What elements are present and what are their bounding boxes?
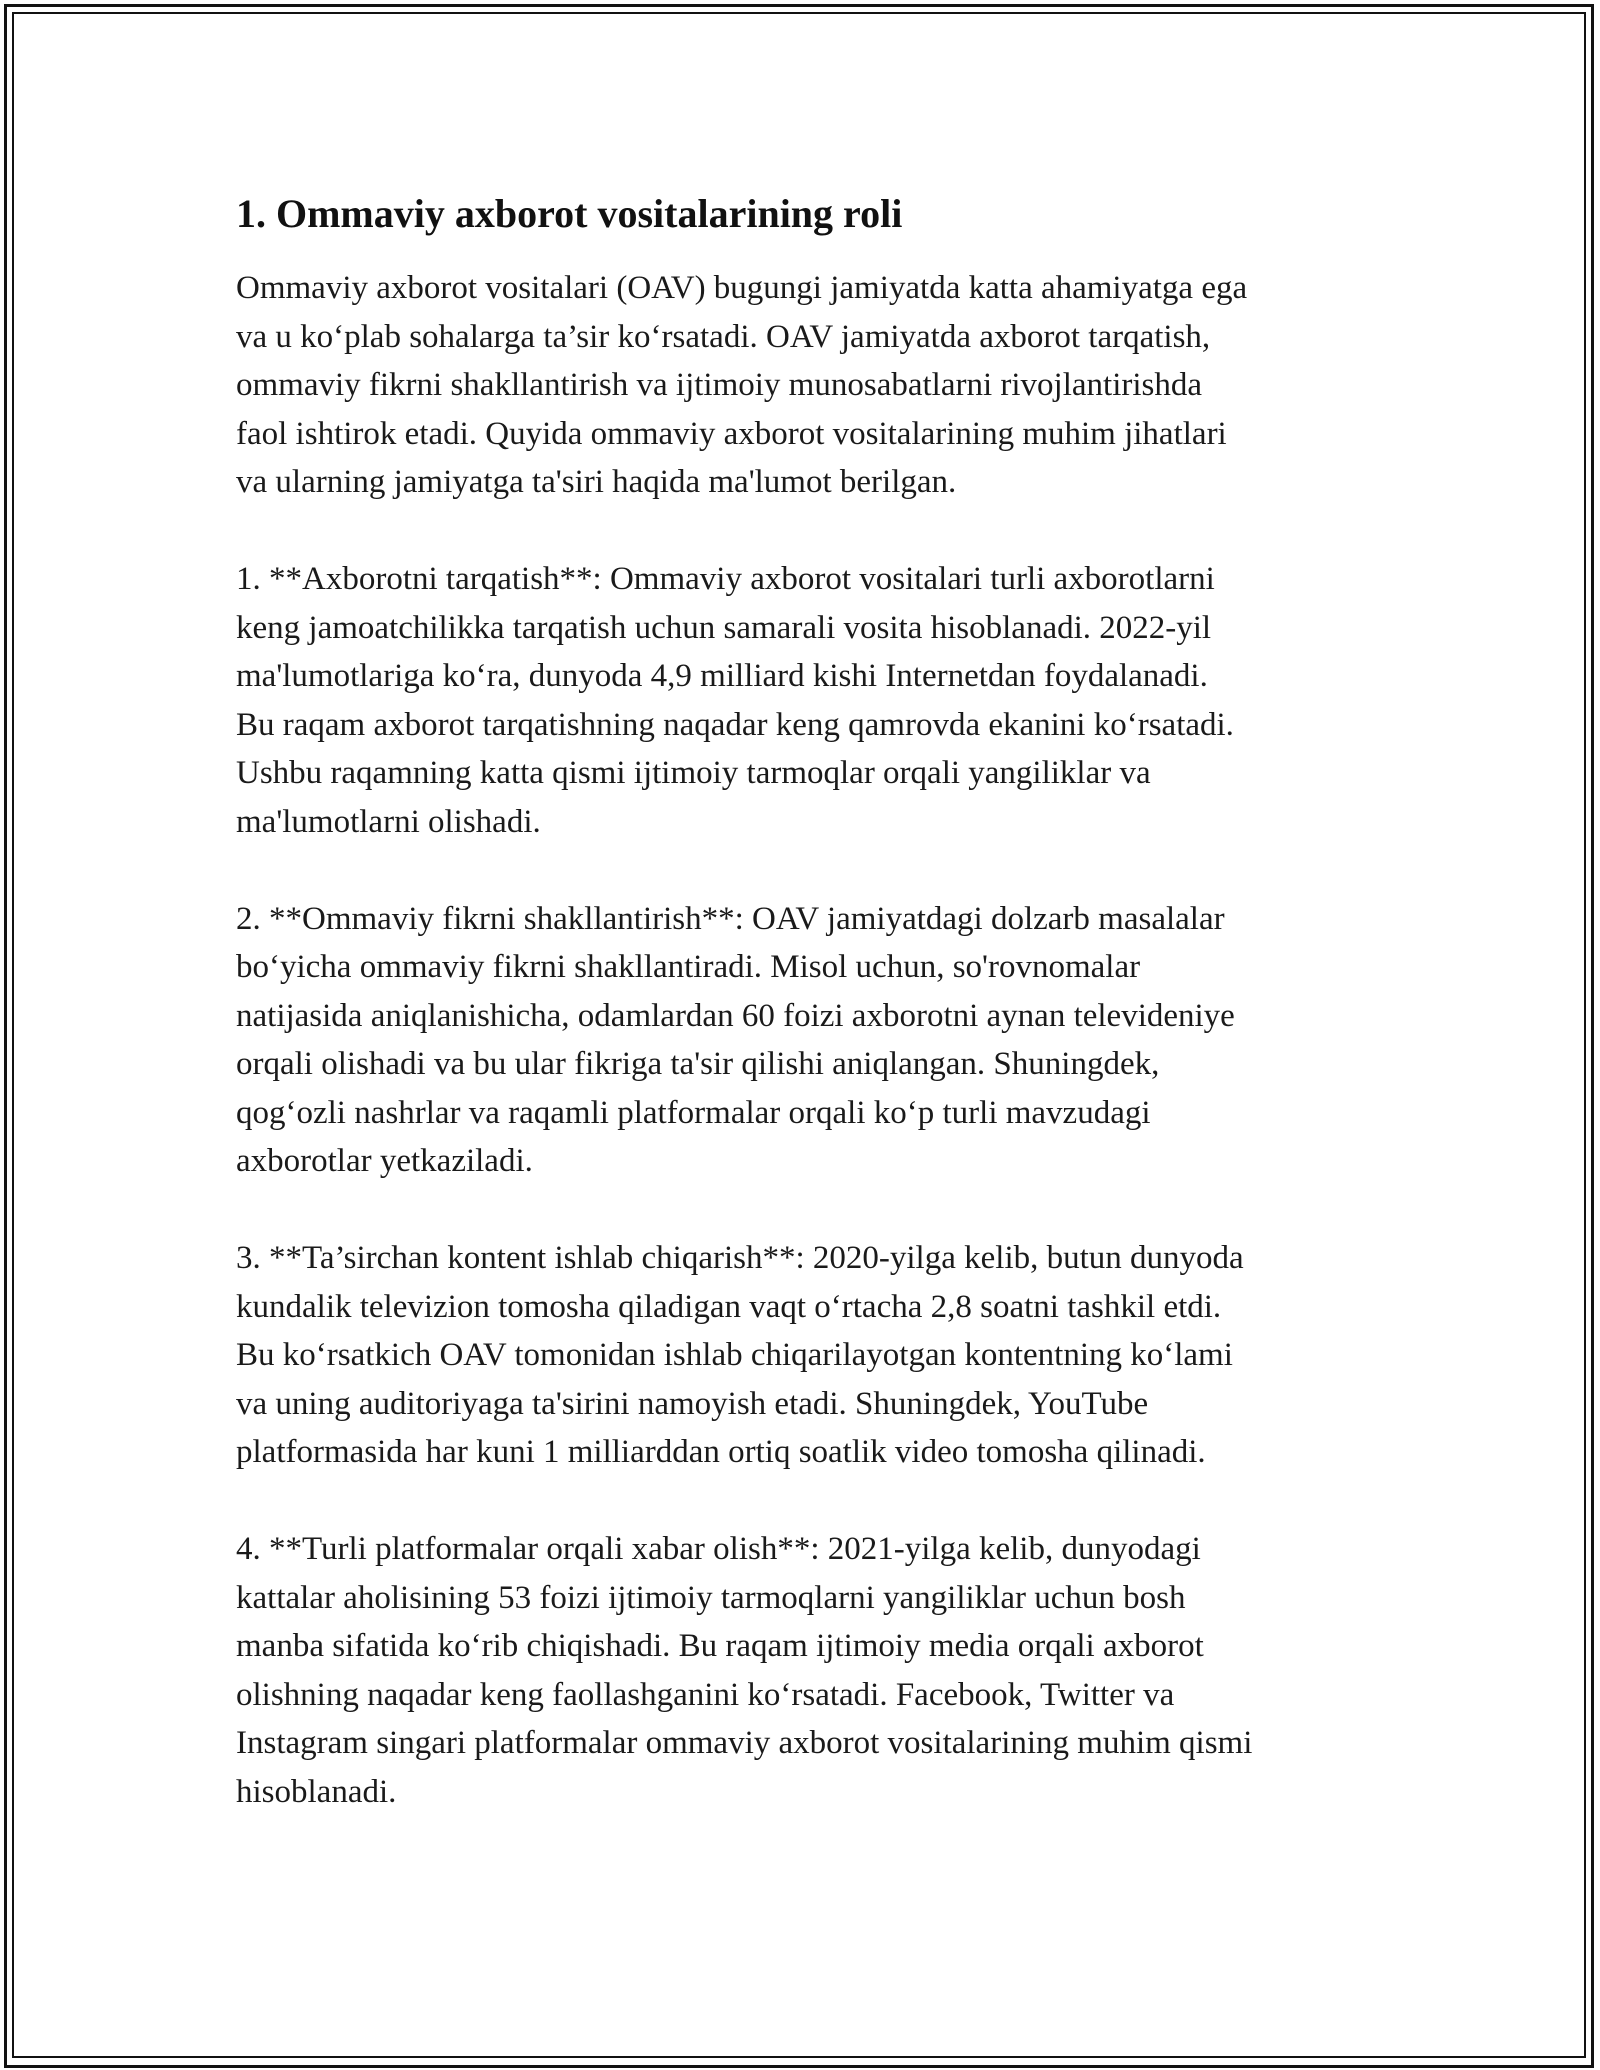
list-item-tasirchan-kontent: 3. **Ta’sirchan kontent ishlab chiqarish**: 2020-yilga kelib, butun dunyoda kundalik televizion tomosha qiladigan vaqt o‘rtacha 2,8 soatni tashkil etdi. Bu ko‘rsatkich OAV tomonidan ishlab chiqarilayotgan kontentning ko‘lami va uning auditoriyaga ta'sirini namoyish etadi. Shuningdek, YouTube platformasida har kuni 1 milliarddan ortiq soatlik video tomosha qilinadi. [236,1240,1244,1470]
list-item-turli-platformalar: 4. **Turli platformalar orqali xabar olish**: 2021-yilga kelib, dunyodagi kattalar aholisining 53 foizi ijtimoiy tarmoqlarni yangiliklar uchun bosh manba sifatida ko‘rib chiqishadi. Bu raqam ijtimoiy media orqali axborot olishning naqadar keng faollashganini ko‘rsatadi. Facebook, Twitter va Instagram singari platformalar ommaviy axborot vositalarining muhim qismi hisoblanadi. [236,1531,1253,1810]
list-item-axborotni-tarqatish: 1. **Axborotni tarqatish**: Ommaviy axborot vositalari turli axborotlarni keng jamoatchilikka tarqatish uchun samarali vosita hisoblanadi. 2022-yil ma'lumotlariga ko‘ra, dunyoda 4,9 milliard kishi Internetdan foydalanadi. Bu raqam axborot tarqatishning naqadar keng qamrovda ekanini ko‘rsatadi. Ushbu raqamning katta qismi ijtimoiy tarmoqlar orqali yangiliklar va ma'lumotlarni olishadi. [236,561,1234,840]
intro-paragraph: Ommaviy axborot vositalari (OAV) bugungi jamiyatda katta ahamiyatga ega va u ko‘plab sohalarga ta’sir ko‘rsatadi. OAV jamiyatda axborot tarqatish, ommaviy fikrni shakllantirish va ijtimoiy munosabatlarni rivojlantirishda faol ishtirok etadi. Quyida ommaviy axborot vositalarining muhim jihatlari va ularning jamiyatga ta'siri haqida ma'lumot berilgan. [236,270,1248,500]
document-body [236,190,1386,1865]
document-title: 1. Ommaviy axborot vositalarining roli [236,191,903,236]
list-item-ommaviy-fikr: 2. **Ommaviy fikrni shakllantirish**: OAV jamiyatdagi dolzarb masalalar bo‘yicha ommaviy fikrni shakllantiradi. Misol uchun, so'rovnomalar natijasida aniqlanishicha, odamlardan 60 foizi axborotni aynan televideniye orqali olishadi va bu ular fikriga ta'sir qilishi aniqlangan. Shuningdek, qog‘ozli nashrlar va raqamli platformalar orqali ko‘p turli mavzudagi axborotlar yetkaziladi. [236,900,1235,1179]
